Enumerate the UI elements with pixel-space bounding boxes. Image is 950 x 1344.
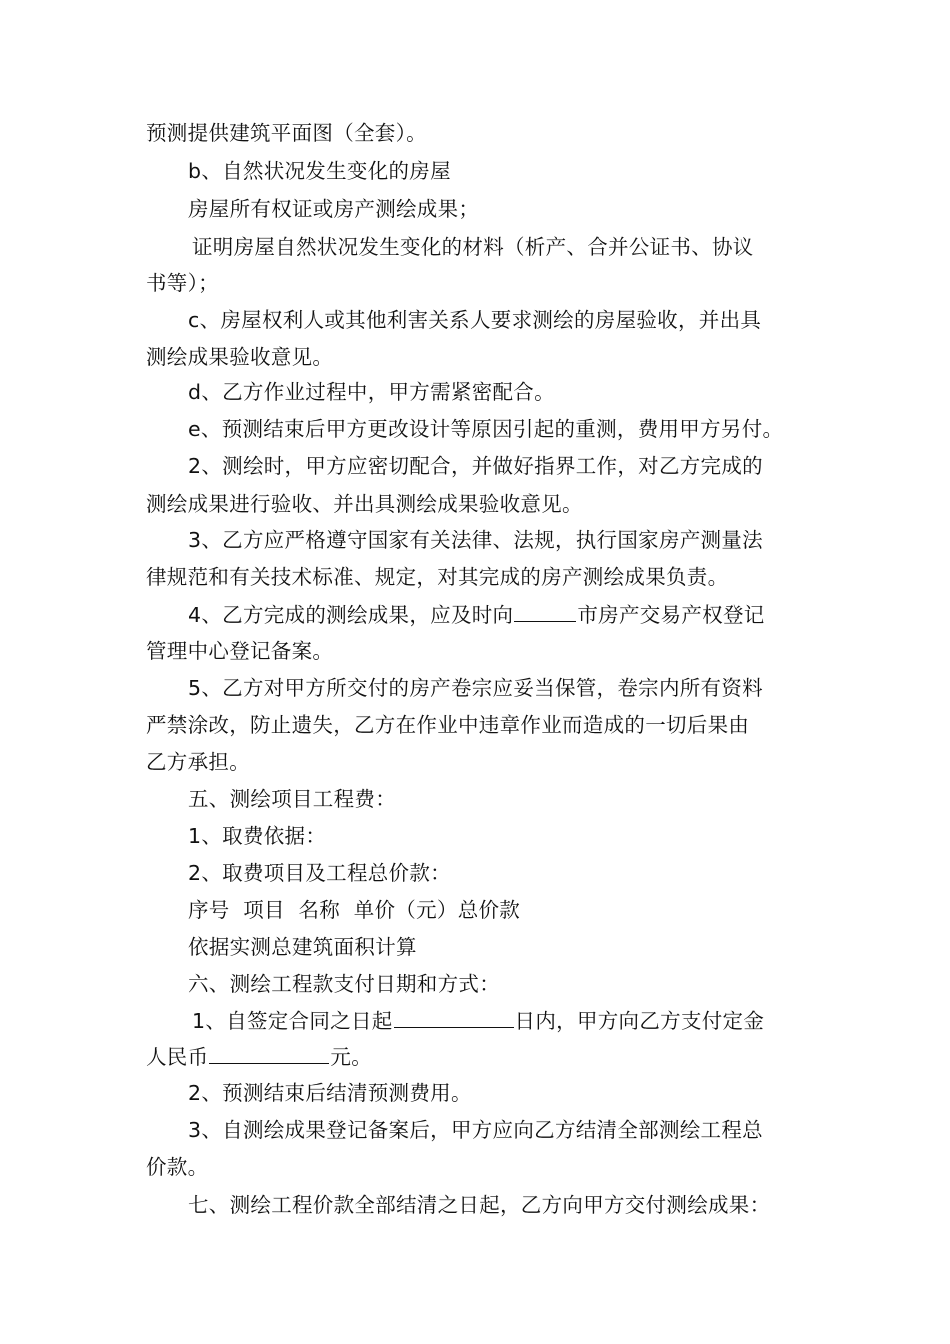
section-heading: 六、测绘工程款支付日期和方式：: [188, 972, 500, 996]
clause-4-text: 4、乙方完成的测绘成果，应及时向: [188, 603, 514, 627]
text-line: 律规范和有关技术标准、规定，对其完成的房产测绘成果负责。: [146, 565, 729, 589]
fill-in-blank: [514, 599, 576, 622]
text-line: b、自然状况发生变化的房屋: [188, 159, 451, 183]
section-heading: 五、测绘项目工程费：: [188, 787, 396, 811]
text-line: 房屋所有权证或房产测绘成果；: [188, 197, 480, 221]
text-line: 乙方承担。: [146, 750, 250, 774]
text-line: 管理中心登记备案。: [146, 639, 334, 663]
section-heading: 七、测绘工程价款全部结清之日起，乙方向甲方交付测绘成果：: [188, 1193, 771, 1217]
text-line: 证明房屋自然状况发生变化的材料（析产、合并公证书、协议: [192, 235, 754, 259]
text-line: 书等）；: [146, 271, 219, 295]
fill-in-blank: [394, 1005, 514, 1028]
payment-clause-1-text: 1、自签定合同之日起: [192, 1009, 393, 1033]
text-line: 价款。: [146, 1155, 209, 1179]
text-line: 依据实测总建筑面积计算: [188, 935, 417, 959]
text-line: 3、自测绘成果登记备案后，甲方应向乙方结清全部测绘工程总: [188, 1118, 763, 1142]
text-line: 5、乙方对甲方所交付的房产卷宗应妥当保管，卷宗内所有资料: [188, 676, 763, 700]
text-line: e、预测结束后甲方更改设计等原因引起的重测，费用甲方另付。: [188, 417, 784, 441]
text-line: d、乙方作业过程中，甲方需紧密配合。: [188, 380, 555, 404]
fill-in-blank: [209, 1041, 329, 1064]
clause-4-line: [188, 599, 765, 630]
payment-amount-line: [146, 1041, 372, 1072]
text-line: 2、测绘时，甲方应密切配合，并做好指界工作，对乙方完成的: [188, 454, 763, 478]
text-line: 严禁涂改，防止遗失，乙方在作业中违章作业而造成的一切后果由: [146, 713, 750, 737]
text-line: 1、取费依据：: [188, 824, 327, 848]
text-line: 2、预测结束后结清预测费用。: [188, 1081, 472, 1105]
payment-clause-1-text-end: 日内，甲方向乙方支付定金: [514, 1009, 765, 1033]
text-line: c、房屋权利人或其他利害关系人要求测绘的房屋验收，并出具: [188, 308, 762, 332]
text-line: 2、取费项目及工程总价款：: [188, 861, 451, 885]
text-line: 测绘成果验收意见。: [146, 345, 334, 369]
fee-table-header: 序号 项目 名称 单价（元）总价款: [188, 898, 521, 922]
text-line: 3、乙方应严格遵守国家有关法律、法规，执行国家房产测量法: [188, 528, 763, 552]
text-line: 测绘成果进行验收、并出具测绘成果验收意见。: [146, 492, 583, 516]
payment-amount-text-end: 元。: [330, 1045, 373, 1069]
payment-amount-text: 人民币: [146, 1045, 209, 1069]
clause-4-text-end: 市房产交易产权登记: [577, 603, 765, 627]
text-line: 预测提供建筑平面图（全套）。: [146, 121, 427, 145]
payment-clause-1-line: [192, 1005, 764, 1036]
